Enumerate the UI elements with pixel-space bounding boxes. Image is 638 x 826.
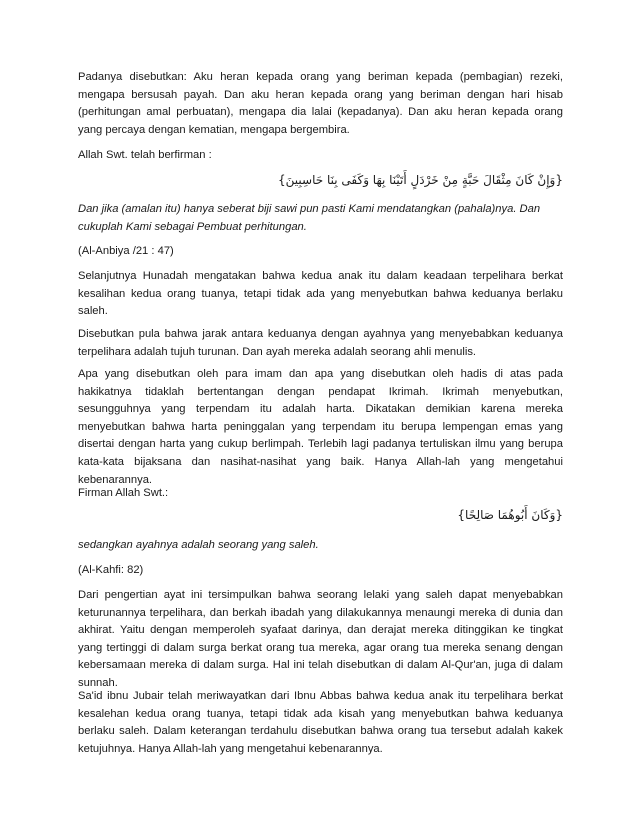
citation-kahfi: (Al-Kahfi: 82) (78, 564, 144, 576)
citation-anbiya: (Al-Anbiya /21 : 47) (78, 245, 174, 257)
paragraph-ikrimah: Apa yang disebutkan oleh para imam dan apa yang disebutkan oleh hadis di atas pada hakikatnya tidaklah bertentangan dengan pendapat Ikrimah. Ikrimah menyebutkan, sesungguhnya yang terpendam itu adalah harta. Dikatakan demikian karena mereka menyebutkan bahwa harta peninggalan yang terpendam itu berupa lempengan emas yang disertai dengan harta yang cukup berlimpah. Terlebih lagi padanya tertuliskan ilmu yang berupa kata-kata bijaksana dan nasihat-nasihat yang baik. Hanya Allah-lah yang mengetahui kebenarannya. (78, 368, 563, 486)
translation-anbiya: Dan jika (amalan itu) hanya seberat biji sawi pun pasti Kami mendatangkan (pahala)nya. Dan cukuplah Kami sebagai Pembuat perhitungan. (78, 203, 541, 233)
paragraph-said-ibnu-jubair: Sa'id ibnu Jubair telah meriwayatkan dari Ibnu Abbas bahwa kedua anak itu terpelihara berkat kesalehan kedua orang tuanya, tetapi tidak ada kisah yang menyebutkan bahwa keduanya berlaku saleh. Dalam keterangan terdahulu disebutkan bahwa orang tua tersebut adalah kakek ketujuhnya. Hanya Allah-lah yang mengetahui kebenarannya. (78, 690, 563, 755)
arabic-verse-anbiya: {وَإِنْ كَانَ مِثْقَالَ حَبَّةٍ مِنْ خَرْدَلٍ أَتَيْنَا بِهَا وَكَفَى بِنَا حَاسِبِينَ} (278, 173, 563, 187)
paragraph-wonder: Padanya disebutkan: Aku heran kepada orang yang beriman kepada (pembagian) rezeki, mengapa bersusah payah. Dan aku heran kepada orang yang beriman dengan hari hisab (perhitungan amal perbuatan), mengapa dia lalai (kepadanya). Dan aku heran kepada orang yang percaya dengan kematian, mengapa bergembira. (78, 71, 563, 136)
paragraph-pengertian: Dari pengertian ayat ini tersimpulkan bahwa seorang lelaki yang saleh dapat menyebabkan keturunannya terpelihara, dan berkah ibadah yang dilakukannya menaungi mereka di dunia dan akhirat. Yaitu dengan memperoleh syafaat darinya, dan derajat mereka ditinggikan ke tingkat yang tertinggi di dalam surga berkat orang tua mereka, agar orang tua mereka senang dengan kebersamaan mereka di dalam surga. Hal ini telah disebutkan di dalam Al-Qur'an, juga di dalam sunnah. (78, 589, 563, 689)
paragraph-tujuh-turunan: Disebutkan pula bahwa jarak antara keduanya dengan ayahnya yang menyebabkan keduanya terpelihara adalah tujuh turunan. Dan ayah mereka adalah seorang ahli menulis. (78, 328, 563, 358)
paragraph-allah-berfirman: Allah Swt. telah berfirman : (78, 149, 212, 161)
paragraph-hunadah: Selanjutnya Hunadah mengatakan bahwa kedua anak itu dalam keadaan terpelihara berkat kesalihan kedua orang tuanya, tetapi tidak ada yang menyebutkan bahwa keduanya berlaku saleh. (78, 270, 563, 318)
paragraph-firman: Firman Allah Swt.: (78, 487, 169, 499)
arabic-verse-kahfi: {وَكَانَ أَبُوهُمَا صَالِحًا} (457, 508, 563, 522)
translation-kahfi: sedangkan ayahnya adalah seorang yang saleh. (78, 539, 319, 551)
